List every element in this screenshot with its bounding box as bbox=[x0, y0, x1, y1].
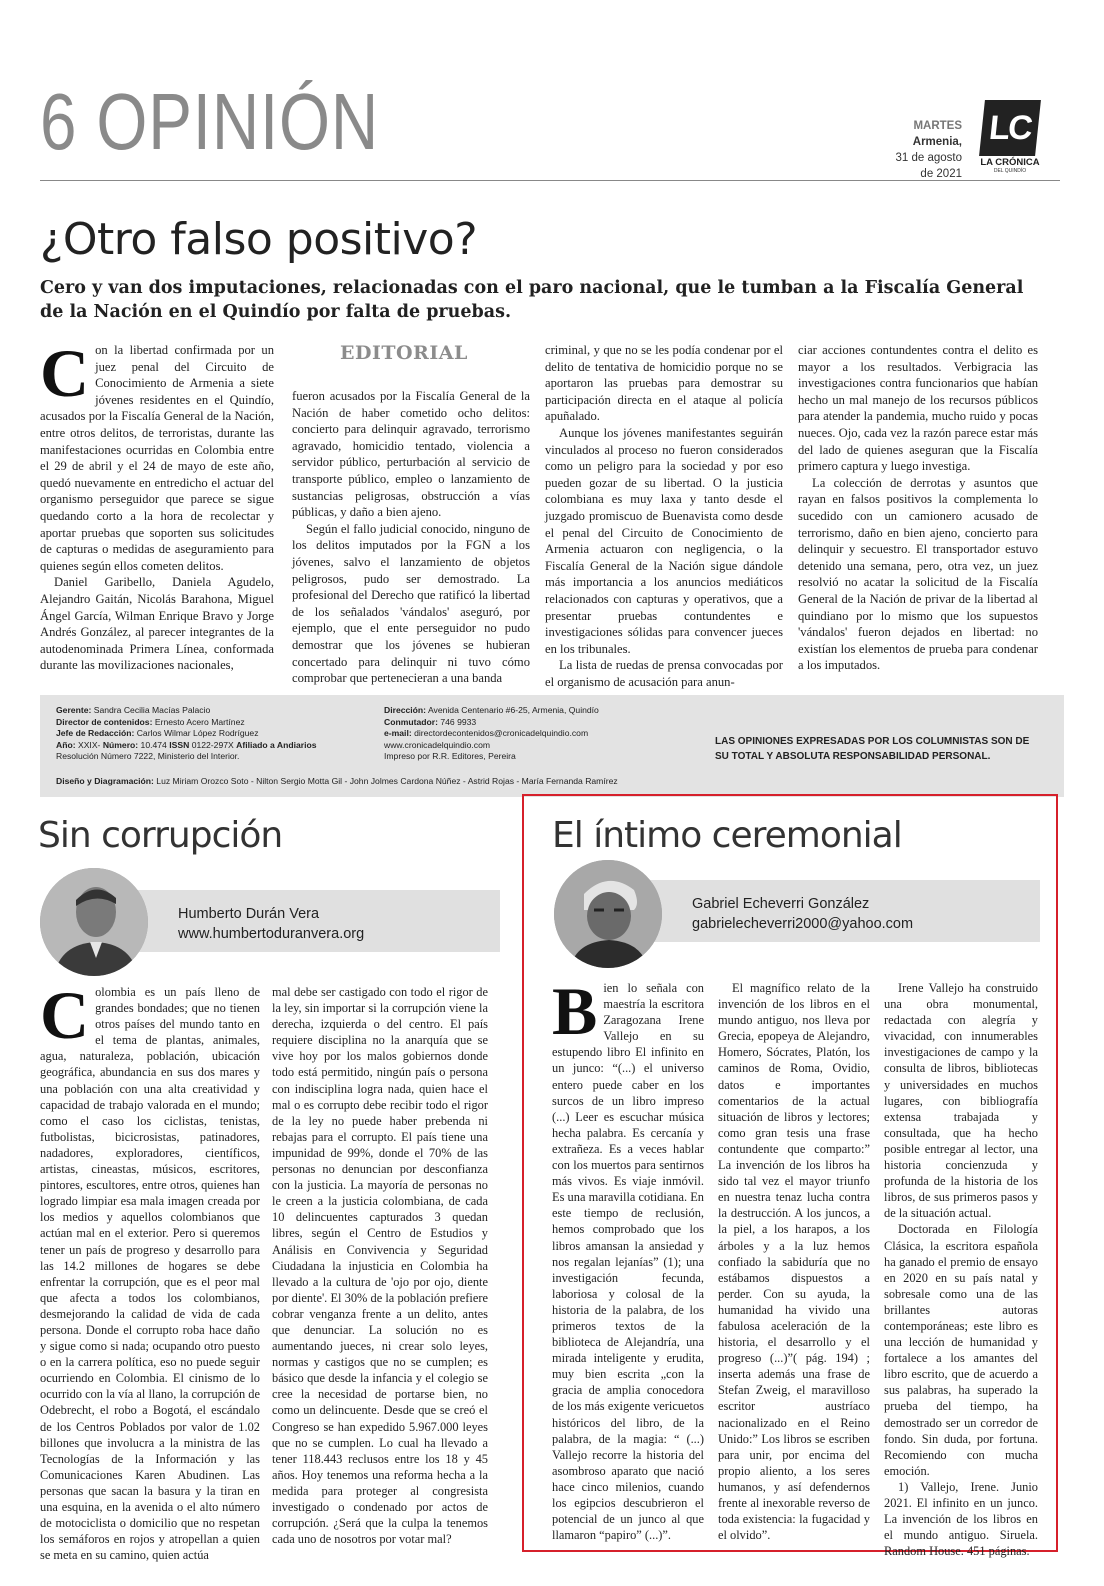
column-right-paragraph: El magnífico relato de la invención de los libros en el mundo antiguo, nos lleva por Grecia, epopeya de Alejandro, Homero, Sócrates, Platón, los caminos de Roma, Ovidio, datos e importantes comentarios de la actual situación de libros y lectores; como gran tesis una frase contundente que comparto:” La invención de los libros ha sido tal vez el mayor triunfo en nuestra tenaz lucha contra la destrucción. A los juncos, a la piel, a los harapos, a los árboles y a la luz hemos confiado la sabiduría que no estábamos dispuestos a perder. Con su ayuda, la humanidad ha vivido una fabulosa aceleración de la historia, el desarrollo y el progreso (...)”( pág. 194) ; inserta además una frase de Stefan Zweig, el maravilloso escritor austríaco nacionalizado en el Reino Unido:” Los libros se escriben para unir, por encima del propio aliento, a los seres humanos, y así defendernos frente al inexorable reverso de toda existencia: la fugacidad y el olvido”. bbox=[718, 981, 870, 1543]
editorial-dropcap: C bbox=[40, 335, 90, 411]
column-left-paragraph: mal debe ser castigado con todo el rigor de la ley, sin importar si la corrupción viene la derecha, izquierda o del centro. El país requiere disciplina no la anarquía que se vive hoy por los malos gobiernos donde todo está permitido, ningún país o persona con indisciplina logra nada, quien hace el mal o es corrupto debe recibir todo el rigor de la ley no puede haber prebenda ni rebajas para el corrupto. El país tiene una impunidad de 99%, donde el 70% de las personas no denuncian por desconfianza con la justicia. La mayoría de personas no le creen a la justicia colombiana, de cada 10 delincuentes capturados 3 quedan libres, según el Centro de Estudios y Análisis en Convivencia y Seguridad Ciudadana la injusticia en Colombia ha llevado a la cultura de 'ojo por ojo, diente por diente'. El 30% de la población prefiere cobrar venganza frente a un delito, antes que denunciar. La solución no es aumentando jueces, ni crear solo leyes, normas y castigos que no se cumplen; es básico que desde la infancia y el colegio se cree la necesidad de portarse bien, no como un delincuente. Desde que se creó el Congreso se han expedido 5.967.000 leyes que no se cumplen. Lo cual ha llevado a tener 118.443 reclusos entre los 18 y 45 años. Hoy tenemos una reforma hecha a la medida para proteger al congresista investigado o condenado por actos de corrupción. ¿Será que la culpa la tenemos cada uno de nosotros por votar mal? bbox=[272, 985, 488, 1547]
header-divider bbox=[40, 180, 1060, 181]
column-title-right: El íntimo ceremonial bbox=[552, 815, 902, 856]
date-line-2: de 2021 bbox=[920, 168, 962, 180]
author-photo-right bbox=[554, 860, 662, 968]
editorial-paragraph: Aunque los jóvenes manifestantes seguirán vinculados al proceso no fueron considerados como un peligro para la sociedad y por eso pueden gozar de su libertad. O la justicia colombiana es muy laxa y tanto desde el juzgado promiscuo de Buenavista como desde el penal del Circuito de Conocimiento de Armenia actuaron con negligencia, o la Fiscalía General de la Nación sigue dándole más importancia a los anuncios mediáticos relacionados con capturas y operativos, que a presentar pruebas contundentes e investigaciones sólidas para convencer jueces en los tribunales. bbox=[545, 425, 783, 656]
date-day: MARTES bbox=[913, 120, 962, 132]
column-left-text-2 bbox=[272, 984, 488, 1547]
newspaper-logo bbox=[980, 100, 1040, 174]
editorial-column-1 bbox=[40, 335, 274, 674]
column-right-paragraph: ien lo señala con maestría la escritora Zaragozana Irene Vallejo en su estupendo libro El infinito en un junco: “(...) el universo entero puede caber en los surcos de un libro impreso (...) Leer es escuchar música hecha palabra. Es cercanía y extrañeza. Es a veces hablar con los muertos para sentirnos más vivos. Es viaje inmóvil. Es una maravilla cotidiana. En este tiempo de reclusión, hemos comprobado que los libros amansan la ansiedad y nos regalan lejanías” (1); una investigación fecunda, laboriosa y colosal de la historia de la palabra, de los primeros textos de la biblioteca de Alejandría, una mirada inteligente y erudita, muy bien escrita „con la gracia de amplia conocedora de los más exigente vericuetos históricos del libro, de la palabra, de la magia: “ (...) Vallejo recorre la historia del asombroso aparato que nació hace cinco milenios, cuando los egipcios descubrieron el potencial de un junco al que llamaron “papiro” (...)”. bbox=[552, 981, 704, 1543]
editorial-paragraph: criminal, y que no se les podía condenar por el delito de tentativa de homicidio porque no se aportaron las pruebas para demostrar su participación directa en el ataque al policía apuñalado. bbox=[545, 343, 783, 424]
date-city: Armenia, bbox=[912, 136, 962, 148]
masthead-design: Diseño y Diagramación: Luz Miriam Orozco Soto - Nilton Sergio Motta Gil - John Jolmes Cardona Núñez - Astrid Rojas - María Fernanda Ramírez bbox=[56, 776, 618, 786]
editorial-deck: Cero y van dos imputaciones, relacionadas con el paro nacional, que le tumban a la Fiscalía General de la Nación en el Quindío por falta de pruebas. bbox=[40, 278, 1024, 322]
logo-letters: LC bbox=[979, 100, 1041, 156]
author-name-left: Humberto Durán Vera bbox=[178, 906, 320, 922]
person-icon bbox=[40, 868, 148, 976]
author-photo-left bbox=[40, 868, 148, 976]
editorial-column-2 bbox=[292, 388, 530, 687]
editorial-column-4 bbox=[798, 342, 1038, 674]
author-name-right: Gabriel Echeverri González bbox=[692, 896, 870, 912]
column-left-paragraph: olombia es un país lleno de grandes bondades; que no tienen otros países del mundo tanto en el tema de plantas, animales, agua, naturaleza, población, ubicación geográfica, abundancia en sus dos mares y una población con una alta creatividad y capacidad de trabajo valorada en el mundo; como el caso los ciclistas, tenistas, futbolistas, bicicrosistas, patinadores, nadadores, exploradores, científicos, artistas, cineastas, músicos, escritores, pintores, escultores, entre otros, quienes han logrado limpiar esa mala imagen creada por los medios y aquellos colombianos que actúan mal en el exterior. Pero si queremos tener un país de progreso y desarrollo para las 14.2 millones de hogares se debe enfrentar la corrupción, que es el peor mal que afecta a todos los colombianos, desmejorando la calidad de vida de cada persona. Donde el corrupto roba hace daño y sigue como si nada; ocupando otro puesto o en la carrera política, eso no puede seguir ocurriendo en Colombia. El cinismo de lo ocurrido con la vía al llano, la corrupción de Odebrecht, el robo a Bogotá, el escándalo de los Centros Poblados por valor de 1.02 billones que involucra a la ministra de las Tecnologías de la Información y las Comunicaciones Karen Abudinen. Las personas que sacan la basura y la tiran en una esquina, en la avenida o el alto número de motociclista o domicilio que no respetan los semáforos en rojos y atropellan a quien se meta en su camino, quien actúa bbox=[40, 985, 260, 1563]
masthead-disclaimer: LAS OPINIONES EXPRESADAS POR LOS COLUMNISTAS SON DE SU TOTAL Y ABSOLUTA RESPONSABILIDAD PERSONAL. bbox=[715, 736, 1030, 762]
editorial-paragraph: La lista de ruedas de prensa convocadas por el organismo de acusación para anun- bbox=[545, 658, 783, 689]
column-title-left: Sin corrupción bbox=[38, 815, 283, 856]
editorial-column-3 bbox=[545, 342, 783, 690]
editorial-paragraph: ciar acciones contundentes contra el delito es mayor a los resultados. Verbigracia las investigaciones contra funcionarios que habían hecho un mal manejo de los recursos públicos para atender la pandemia, mucho ruido y pocas nueces. Ojo, cada vez la razón parece estar más del lado de quienes aseguran que la Fiscalía primero captura y luego investiga. bbox=[798, 343, 1038, 474]
column-right-text-1 bbox=[552, 973, 704, 1543]
masthead-web-link[interactable]: www.cronicadelquindio.com bbox=[384, 739, 491, 750]
masthead-staff: Gerente: Sandra Cecilia Macías Palacio Director de contenidos: Ernesto Acero Martínez Jefe de Redacción: Carlos Wilmar López Rodríguez Año: XXIX- Número: 10.474 ISSN 0122-297X Afiliado a Andiarios Resolución Número 7222, Ministerio del Interior. bbox=[56, 705, 317, 761]
logo-label: LA CRÓNICA bbox=[980, 157, 1040, 168]
editorial-paragraph: La colección de derrotas y asuntos que rayan en falsos positivos la complementa lo sucedido con un camionero acusado de terrorismo, daño en bien ajeno, concierto para delinquir y secuestro. El transportador estuvo detenido una semana, pero, otra vez, un juez resolvió no acatar la solicitud de la Fiscalía General de la Nación de privar de la libertad al quindiano por lo mismo que los supuestos 'vándalos' fueron dejados en libertad: no existían los elementos de prueba para condenar a los imputados. bbox=[798, 475, 1038, 673]
date-line-1: 31 de agosto bbox=[895, 152, 962, 164]
editorial-label: EDITORIAL bbox=[340, 342, 468, 364]
editorial-paragraph: Daniel Garibello, Daniela Agudelo, Alejandro Gaitán, Nicolás Barahona, Miguel Ángel García, Wilman Enrique Bravo y Jorge Andrés González, al parecer integrantes de la autodenominada Primera Línea, conformada durante las movilizaciones nacionales, bbox=[40, 575, 274, 673]
column-left-text-1 bbox=[40, 977, 260, 1563]
author-block-right bbox=[692, 894, 913, 934]
editorial-paragraph: Según el fallo judicial conocido, ninguno de los delitos imputados por la FGN a los jóvenes, salvo el lanzamiento de objetos peligrosos, pudo ser demostrado. La profesional del Derecho que ratificó la libertad de los señalados 'vándalos' aseguró, por ejemplo, que el ente perseguidor no pudo demostrar que los jóvenes se hubieran concertado para delinquir ni tuvo cómo comprobar que pertenecieran a una banda bbox=[292, 521, 530, 686]
date-block bbox=[895, 118, 962, 182]
masthead-contact: Dirección: Avenida Centenario #6-25, Armenia, Quindío Conmutador: 746 9933 e-mail: directordecontenidos@cronicadelquindio.com www.cronicadelquindio.com Impreso por R.R. Editores, Pereira bbox=[384, 705, 704, 763]
author-email-link[interactable]: gabrielecheverri2000@yahoo.com bbox=[692, 916, 914, 932]
column-left-dropcap: C bbox=[40, 977, 90, 1053]
column-right-footnote: 1) Vallejo, Irene. Junio 2021. El infinito en un junco. La invención de los libros en el mundo antiguo. Siruela. Random House. 451 páginas. bbox=[884, 1479, 1038, 1559]
editorial-headline: ¿Otro falso positivo? bbox=[40, 214, 478, 265]
column-right-text-2 bbox=[718, 980, 870, 1543]
author-website-link[interactable]: www.humbertoduranvera.org bbox=[178, 926, 365, 942]
column-right-paragraph: Irene Vallejo ha construido una obra monumental, redactada con alegría y vivacidad, con innumerables investigaciones de campo y la consulta de libros, bibliotecas y universidades en muchos lugares, con bibliografía extensa trabajada y consultada, que ha hecho posible entregar al lector, una historia concienzuda y profunda de la historia de los libros, de sus primeros pasos y de la situación actual. bbox=[884, 981, 1038, 1221]
editorial-paragraph: fueron acusados por la Fiscalía General de la Nación de haber cometido ocho delitos: concierto para delinquir agravado, terrorismo agravado, homicidio tentado, violencia a servidor público, perturbación al servicio de transporte público, empleo o lanzamiento de sustancias peligrosas, obstrucción a vías públicas, y daño a bien ajeno. bbox=[292, 389, 530, 520]
column-right-text-3 bbox=[884, 980, 1038, 1559]
column-right-paragraph: Doctorada en Filología Clásica, la escritora española ha ganado el premio de ensayo en 2020 en su país natal y sobresale como una de las brillantes autoras contemporáneas; este libro es una lección de humanidad y fortalece a los amantes del libro escrito, que de acuerdo a sus palabras, ha superado la prueba del tiempo, ha demostrado ser un corredor de fondo. Sin duda, por fortuna. Recomiendo con mucha emoción. bbox=[884, 1222, 1038, 1478]
editorial-paragraph: on la libertad confirmada por un juez penal del Circuito de Conocimiento de Armenia a siete jóvenes residentes en el Quindío, acusados por la Fiscalía General de la Nación, entre otros delitos, de terroristas, durante las manifestaciones ocurridas en Colombia entre el 29 de abril y el 24 de mayo de este año, quedó nuevamente en entredicho el actuar del organismo perseguidor que parece se sigue quedando corto a la hora de recolectar y aportar pruebas que soporten sus solicitudes de capturas o medidas de aseguramiento para quienes según ellos cometen delitos. bbox=[40, 343, 274, 573]
column-right-dropcap: B bbox=[552, 973, 598, 1049]
section-title: 6 OPINIÓN bbox=[40, 77, 380, 166]
person-icon bbox=[554, 860, 662, 968]
masthead-email-link[interactable]: directordecontenidos@cronicadelquindio.com bbox=[414, 728, 589, 738]
logo-sub: DEL QUINDÍO bbox=[993, 168, 1027, 174]
author-block-left bbox=[178, 904, 364, 944]
